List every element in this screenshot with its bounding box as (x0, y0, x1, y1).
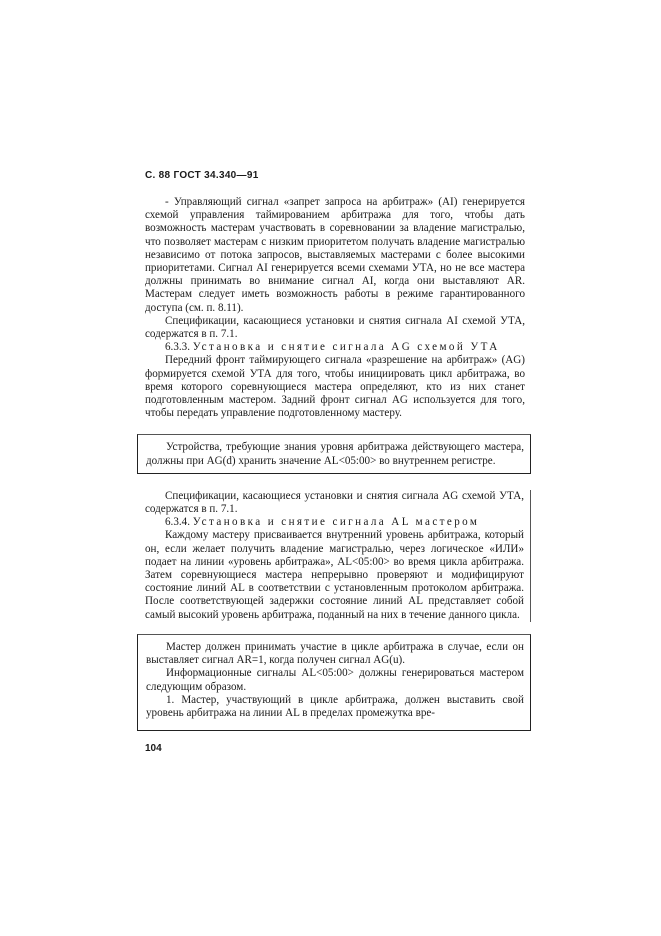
note-box-al (137, 634, 531, 731)
paragraph-ai-spec: Спецификации, касающиеся установки и снятия сигнала AI схемой УТА, содержатся в п. 7.1. (145, 314, 525, 341)
page-number: 104 (145, 743, 162, 755)
note-text-2: Информационные сигналы AL<05:00> должны генерироваться мастером следующим образом. (146, 667, 524, 693)
note-text-3: 1. Мастер, участвующий в цикле арбитража, должен выставить свой уровень арбитража на линии AL в пределах промежутка вре- (146, 693, 524, 719)
paragraph-ag-signal: Передний фронт таймирующего сигнала «разрешение на арбитраж» (AG) формируется схемой УТА для того, чтобы инициировать цикл арбитража, во время которого соревнующиеся мастера определяют, кто из них станет подготовленным мастером. Задний фронт сигнал AG используется для того, чтобы передать управление подготовленному мастеру. (145, 354, 525, 420)
paragraph-ai-signal: - Управляющий сигнал «запрет запроса на арбитраж» (AI) генерируется схемой управления таймированием арбитража для того, чтобы дать возможность мастерам участвовать в соревновании за владение магистралью, что позволяет мастерам с низким приоритетом получать владение магистралью независимо от потока запросов, выставляемых мастерами с более высокими приоритетами. Сигнал AI генерируется всеми схемами УТА, но не все мастера должны принимать во внимание сигнал AI, когда они выставляют AR. Мастерам следует иметь возможность работы в режиме гарантированного доступа (см. п. 8.11). (145, 196, 525, 314)
paragraph-ag-spec: Спецификации, касающиеся установки и снятия сигнала AG схемой УТА, содержатся в п. 7.1. (145, 489, 524, 516)
section-title: Установка и снятие сигнала AG схемой УТА (192, 341, 500, 354)
section-number: 6.3.4. (165, 516, 190, 529)
note-text-1: Мастер должен принимать участие в цикле арбитража в случае, если он выставляет сигнал AR=1, когда получен сигнал AG(u). (146, 640, 524, 667)
section-6-3-3-heading (145, 341, 525, 354)
paragraph-al-signal: Каждому мастеру присваивается внутренний уровень арбитража, который он, если желает получить владение магистралью, через логическое «ИЛИ» подает на линии «уровень арбитража», AL<05:00> во время цикла арбитража. Затем соревнующиеся мастера непрерывно проверяют и модифицируют состояние линий AL в соответствии с установленным протоколом арбитража. После соответствующей задержки состояние линий AL представляет собой самый высокий уровень арбитража, поданный на них в течение данного цикла. (145, 529, 524, 621)
section-6-3-4-heading (145, 516, 524, 529)
section-title: Установка и снятие сигнала AL мастером (192, 516, 480, 529)
note-text: Устройства, требующие знания уровня арбитража действующего мастера, должны при AG(d) хранить значение AL<05:00> во внутреннем регистре. (146, 441, 524, 467)
note-box-ag (137, 434, 531, 473)
document-page (145, 170, 525, 754)
page-header: С. 88 ГОСТ 34.340—91 (145, 170, 259, 181)
al-section-block (145, 490, 531, 622)
section-number: 6.3.3. (165, 341, 190, 354)
